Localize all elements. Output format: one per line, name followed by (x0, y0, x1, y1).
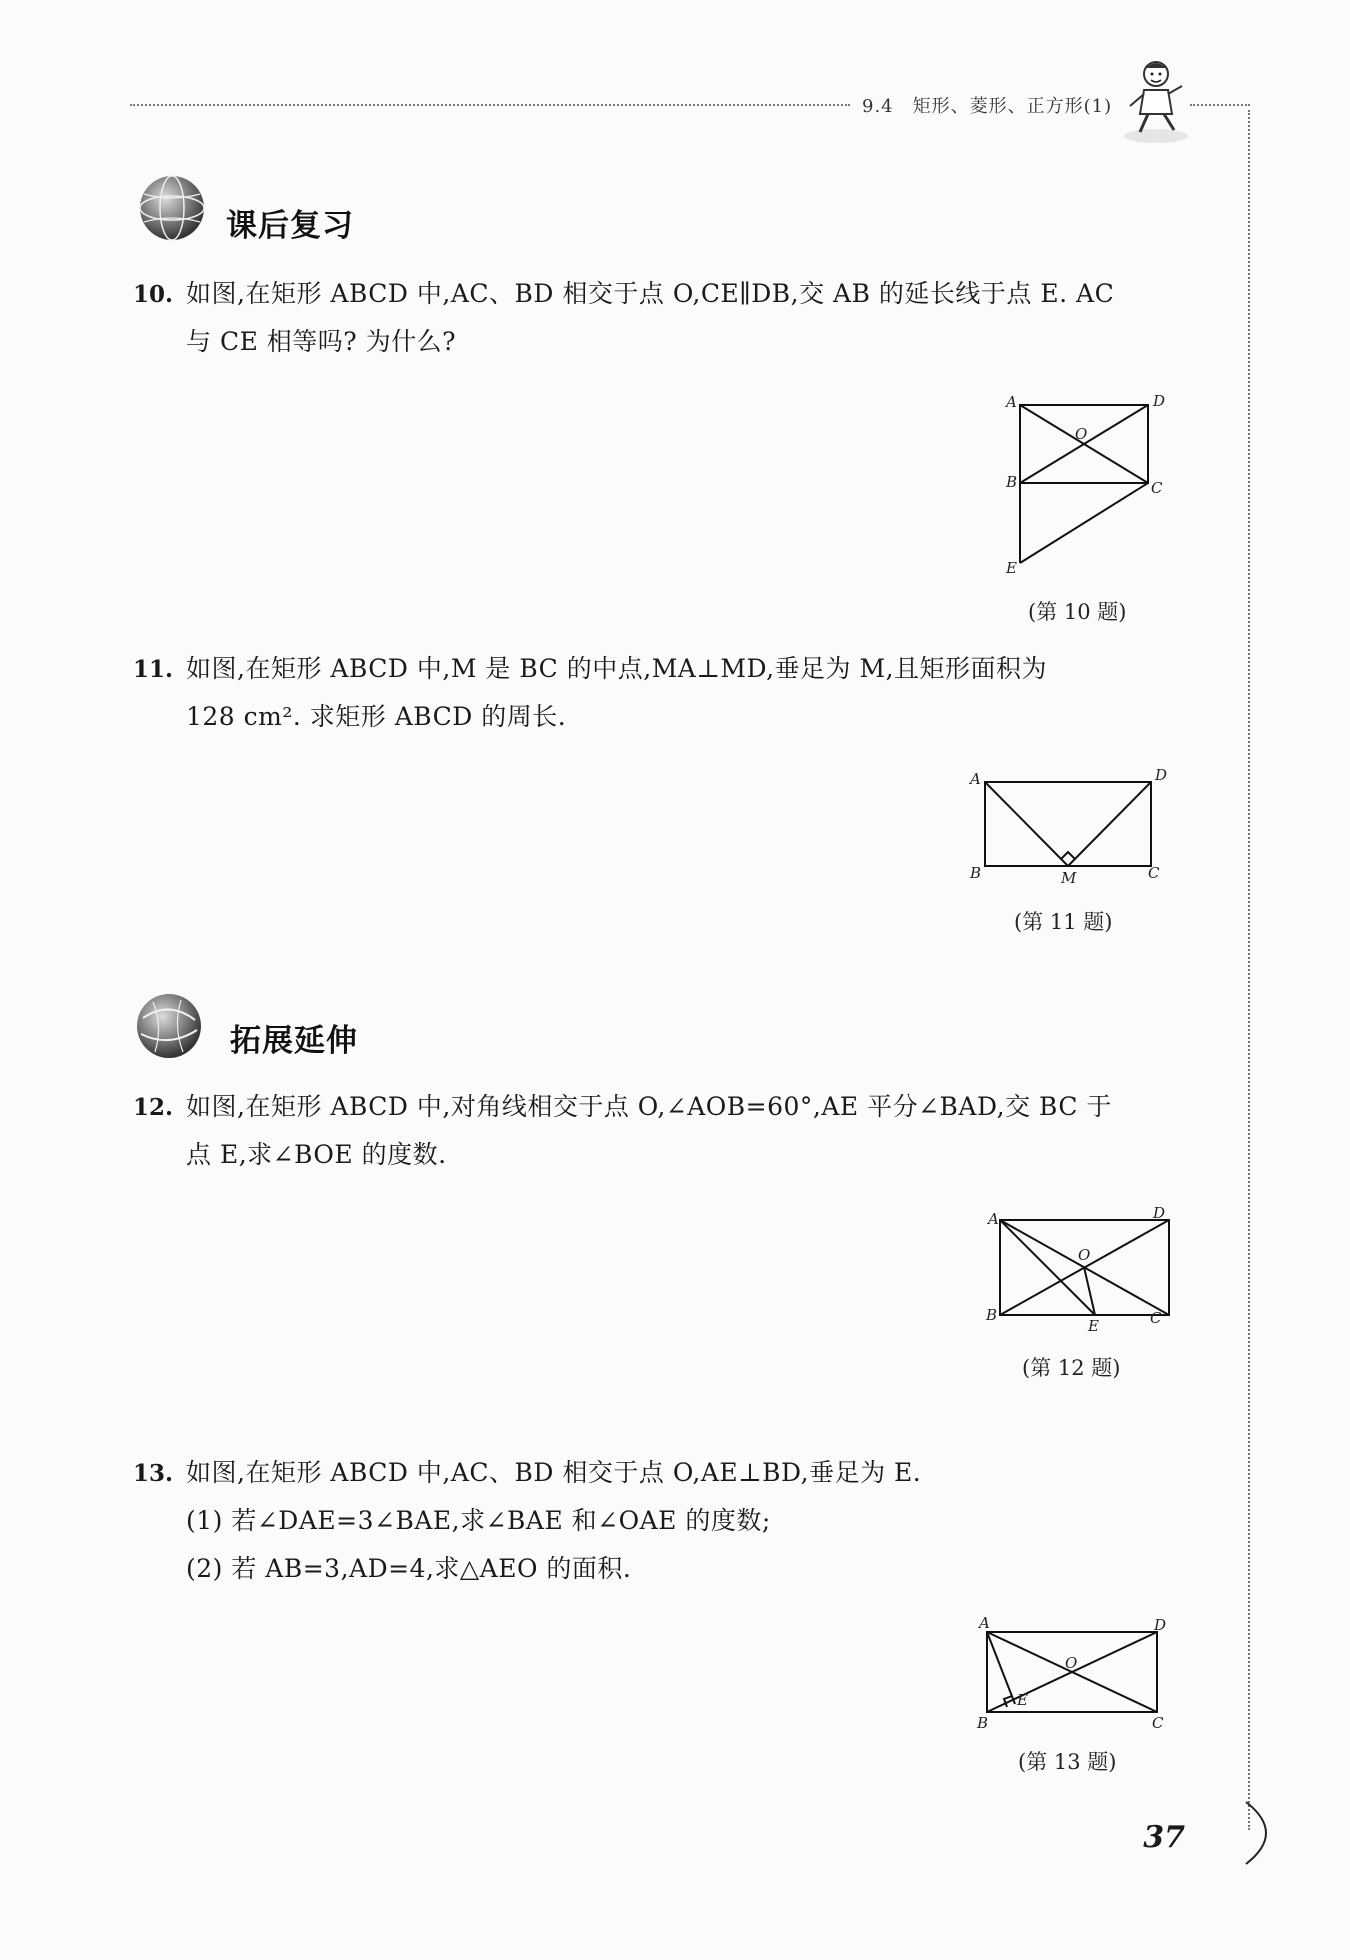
globe-icon (136, 172, 208, 244)
page-number: 37 (1143, 1820, 1185, 1855)
question-number: 11. (133, 656, 174, 683)
label-D: D (1153, 392, 1166, 410)
question-12-line-2: 点 E,求∠BOE 的度数. (186, 1140, 447, 1169)
label-B: B (970, 864, 982, 882)
side-rule (1248, 110, 1250, 1830)
label-D: D (1155, 766, 1168, 784)
globe-icon (133, 990, 205, 1062)
label-D: D (1154, 1616, 1167, 1634)
label-C: C (1150, 1309, 1162, 1327)
figure-10 (990, 385, 1180, 580)
label-B: B (977, 1714, 989, 1732)
header-rule-right (1190, 104, 1250, 106)
label-M: M (1061, 869, 1077, 887)
label-A: A (970, 770, 981, 788)
question-13-line-3: (2) 若 AB=3,AD=4,求△AEO 的面积. (186, 1554, 632, 1583)
question-11-line-2: 128 cm². 求矩形 ABCD 的周长. (186, 702, 567, 731)
label-E: E (1088, 1317, 1099, 1335)
label-O: O (1065, 1654, 1078, 1672)
question-number: 13. (133, 1460, 174, 1487)
caption-figure-13: (第 13 题) (1018, 1750, 1117, 1774)
label-C: C (1148, 864, 1160, 882)
caption-figure-12: (第 12 题) (1022, 1356, 1121, 1380)
label-C: C (1151, 479, 1163, 497)
label-A: A (1006, 393, 1017, 411)
label-C: C (1152, 1714, 1164, 1732)
figure-12 (980, 1200, 1180, 1338)
label-A: A (979, 1614, 990, 1632)
question-13-line-1: 如图,在矩形 ABCD 中,AC、BD 相交于点 O,AE⊥BD,垂足为 E. (186, 1458, 922, 1487)
question-13-line-2: (1) 若∠DAE=3∠BAE,求∠BAE 和∠OAE 的度数; (186, 1506, 771, 1535)
label-A: A (988, 1210, 999, 1228)
figure-11 (960, 762, 1180, 892)
caption-figure-11: (第 11 题) (1014, 910, 1113, 934)
question-number: 12. (133, 1094, 174, 1121)
label-E: E (1017, 1691, 1028, 1709)
label-B: B (986, 1306, 998, 1324)
section-title-review: 课后复习 (226, 208, 354, 244)
question-11-line-1: 如图,在矩形 ABCD 中,M 是 BC 的中点,MA⊥MD,垂足为 M,且矩形面积为 (186, 654, 1048, 683)
label-O: O (1075, 425, 1088, 443)
section-title-extension: 拓展延伸 (230, 1023, 358, 1059)
label-O: O (1078, 1246, 1091, 1264)
label-D: D (1153, 1204, 1166, 1222)
question-number: 10. (133, 281, 174, 308)
figure-13 (965, 1610, 1175, 1740)
label-E: E (1006, 559, 1017, 577)
header-rule (130, 104, 850, 106)
mascot-icon (1118, 56, 1194, 146)
question-12-line-1: 如图,在矩形 ABCD 中,对角线相交于点 O,∠AOB=60°,AE 平分∠BAD,交 BC 于 (186, 1092, 1112, 1121)
label-B: B (1006, 473, 1018, 491)
header-section-title: 9.4 矩形、菱形、正方形(1) (862, 96, 1113, 117)
question-10-line-1: 如图,在矩形 ABCD 中,AC、BD 相交于点 O,CE∥DB,交 AB 的延长线于点 E. AC (186, 279, 1115, 308)
page-number-arc (1238, 1798, 1288, 1868)
question-10-line-2: 与 CE 相等吗? 为什么? (186, 327, 457, 356)
caption-figure-10: (第 10 题) (1028, 600, 1127, 624)
